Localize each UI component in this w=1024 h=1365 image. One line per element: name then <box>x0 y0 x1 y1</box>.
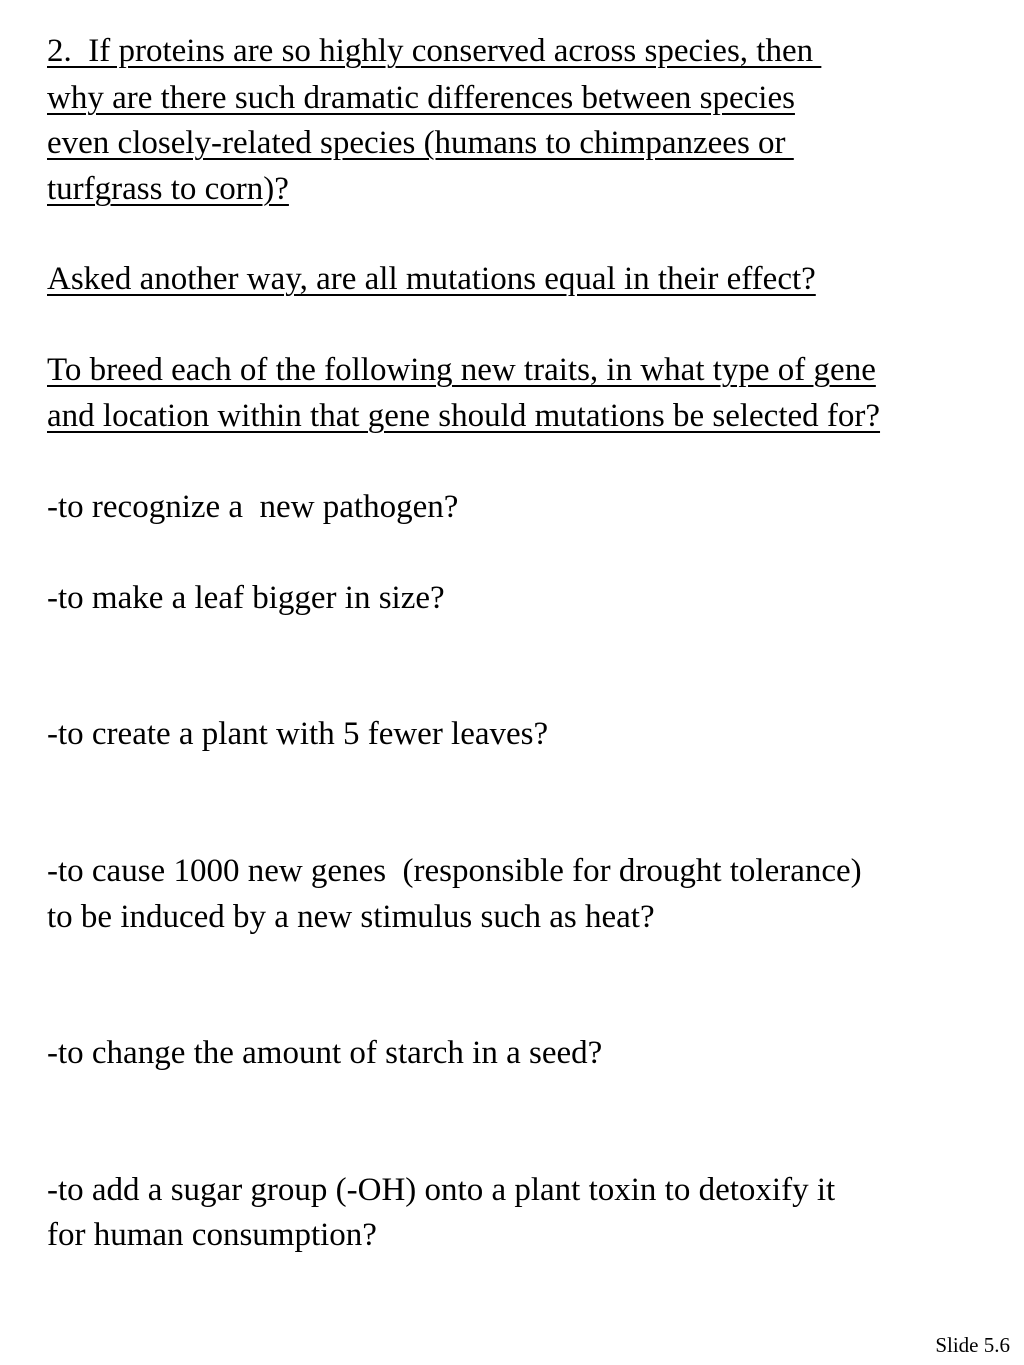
prompt-line-2: and location within that gene should mutations be selected for? <box>47 398 881 434</box>
prompt-line-1: To breed each of the following new traits, in what type of gene <box>47 352 876 388</box>
list-item: -to add a sugar group (-OH) onto a plant toxin to detoxify it <box>47 1172 836 1208</box>
restated-question: Asked another way, are all mutations equal in their effect? <box>47 261 816 297</box>
list-item-continuation: for human consumption? <box>47 1217 377 1253</box>
list-item: -to create a plant with 5 fewer leaves? <box>47 716 549 752</box>
list-item: -to make a leaf bigger in size? <box>47 580 445 616</box>
question-line-4: turfgrass to corn)? <box>47 171 289 207</box>
question-line-3: even closely-related species (humans to chimpanzees or <box>47 125 794 161</box>
list-item-continuation: to be induced by a new stimulus such as heat? <box>47 899 655 935</box>
list-item: -to cause 1000 new genes (responsible for drought tolerance) <box>47 853 862 889</box>
question-line-2: why are there such dramatic differences between species <box>47 80 795 116</box>
question-line-1: 2. If proteins are so highly conserved across species, then <box>47 33 822 69</box>
slide-number: Slide 5.6 <box>935 1333 1010 1357</box>
list-item: -to change the amount of starch in a seed? <box>47 1035 603 1071</box>
list-item: -to recognize a new pathogen? <box>47 489 459 525</box>
